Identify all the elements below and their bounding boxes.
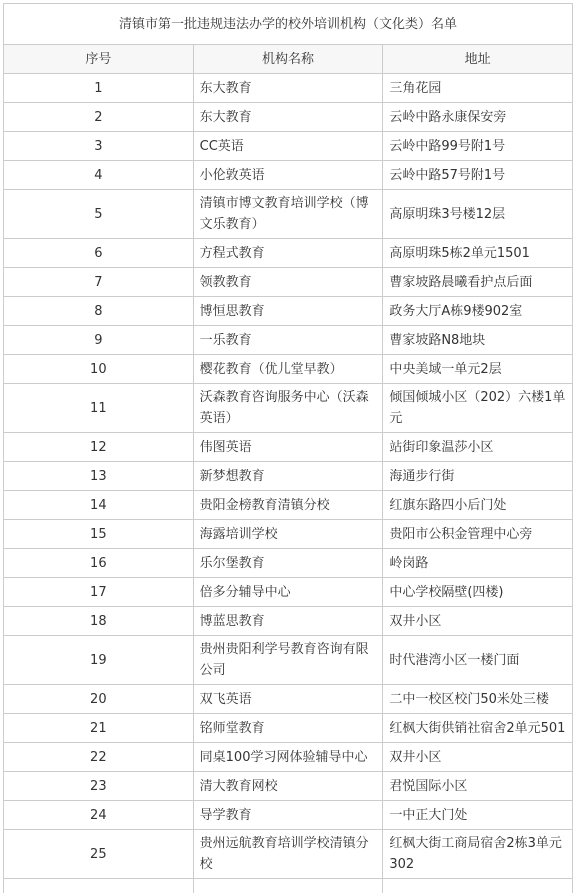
table-row — [4, 190, 573, 239]
table-row — [4, 578, 573, 607]
org-list-sheet — [3, 3, 573, 893]
cell-address: 二中一校区校门50米处三楼 — [383, 685, 573, 714]
cell-address: 红旗东路四小后门处 — [383, 491, 573, 520]
cell-index: 2 — [4, 103, 194, 132]
cell-address: 云岭中路99号附1号 — [383, 132, 573, 161]
table-row — [4, 355, 573, 384]
table-row — [4, 132, 573, 161]
title-row — [4, 4, 573, 45]
cell-address: 海通步行街 — [383, 462, 573, 491]
header-address: 地址 — [383, 45, 573, 74]
cell-address: 红枫大街供销社宿舍2单元501 — [383, 714, 573, 743]
cell-name: 乐尔堡教育 — [193, 549, 383, 578]
table-row — [4, 636, 573, 685]
cell-index: 8 — [4, 297, 194, 326]
cell-index: 13 — [4, 462, 194, 491]
cell-name: 清镇市博文教育培训学校（博文乐教育） — [193, 190, 383, 239]
table-row — [4, 549, 573, 578]
table-row — [4, 161, 573, 190]
table-row — [4, 830, 573, 879]
cell-address: 曹家坡路晨曦看护点后面 — [383, 268, 573, 297]
table-row — [4, 268, 573, 297]
cell-address: 中央美域一单元2层 — [383, 355, 573, 384]
table-row-cut — [4, 879, 573, 893]
empty-cell — [4, 879, 194, 893]
cell-index: 12 — [4, 433, 194, 462]
table-row — [4, 462, 573, 491]
cell-index: 23 — [4, 772, 194, 801]
cell-name: 沃森教育咨询服务中心（沃森英语） — [193, 384, 383, 433]
cell-address: 贵阳市公积金管理中心旁 — [383, 520, 573, 549]
cell-address: 红枫大街工商局宿舍2栋3单元302 — [383, 830, 573, 879]
cell-name: 一乐教育 — [193, 326, 383, 355]
cell-address: 高原明珠3号楼12层 — [383, 190, 573, 239]
cell-index: 16 — [4, 549, 194, 578]
cell-address: 双井小区 — [383, 743, 573, 772]
cell-address: 君悦国际小区 — [383, 772, 573, 801]
table-row — [4, 297, 573, 326]
cell-index: 9 — [4, 326, 194, 355]
table-row — [4, 772, 573, 801]
table-title: 清镇市第一批违规违法办学的校外培训机构（文化类）名单 — [4, 4, 573, 45]
cell-name: 方程式教育 — [193, 239, 383, 268]
table-row — [4, 326, 573, 355]
cell-name: 双飞英语 — [193, 685, 383, 714]
org-list-table — [3, 3, 573, 893]
cell-address: 站街印象温莎小区 — [383, 433, 573, 462]
table-row — [4, 384, 573, 433]
cell-name: 小伦敦英语 — [193, 161, 383, 190]
table-row — [4, 685, 573, 714]
empty-cell — [193, 879, 383, 893]
cell-index: 18 — [4, 607, 194, 636]
cell-name: 倍多分辅导中心 — [193, 578, 383, 607]
cell-name: 东大教育 — [193, 74, 383, 103]
cell-address: 一中正大门处 — [383, 801, 573, 830]
cell-name: 同桌100学习网体验辅导中心 — [193, 743, 383, 772]
cell-index: 20 — [4, 685, 194, 714]
cell-address: 中心学校隔壁(四楼) — [383, 578, 573, 607]
cell-address: 岭岗路 — [383, 549, 573, 578]
cell-name: 海露培训学校 — [193, 520, 383, 549]
cell-address: 曹家坡路N8地块 — [383, 326, 573, 355]
table-row — [4, 239, 573, 268]
cell-index: 1 — [4, 74, 194, 103]
table-row — [4, 520, 573, 549]
table-row — [4, 801, 573, 830]
cell-name: 樱花教育（优儿堂早教） — [193, 355, 383, 384]
cell-address: 云岭中路永康保安旁 — [383, 103, 573, 132]
cell-index: 25 — [4, 830, 194, 879]
cell-index: 6 — [4, 239, 194, 268]
table-row — [4, 714, 573, 743]
cell-index: 21 — [4, 714, 194, 743]
table-row — [4, 74, 573, 103]
cell-index: 4 — [4, 161, 194, 190]
cell-address: 倾国倾城小区（202）六楼1单元 — [383, 384, 573, 433]
cell-address: 三角花园 — [383, 74, 573, 103]
cell-name: 博恒思教育 — [193, 297, 383, 326]
cell-name: 新梦想教育 — [193, 462, 383, 491]
cell-index: 11 — [4, 384, 194, 433]
cell-index: 7 — [4, 268, 194, 297]
cell-address: 高原明珠5栋2单元1501 — [383, 239, 573, 268]
cell-index: 19 — [4, 636, 194, 685]
cell-name: 伟图英语 — [193, 433, 383, 462]
cell-name: 贵阳金榜教育清镇分校 — [193, 491, 383, 520]
table-body — [4, 74, 573, 893]
cell-address: 时代港湾小区一楼门面 — [383, 636, 573, 685]
header-index: 序号 — [4, 45, 194, 74]
cell-name: CC英语 — [193, 132, 383, 161]
header-row — [4, 45, 573, 74]
cell-index: 14 — [4, 491, 194, 520]
cell-index: 24 — [4, 801, 194, 830]
table-row — [4, 103, 573, 132]
cell-index: 15 — [4, 520, 194, 549]
cell-index: 10 — [4, 355, 194, 384]
cell-index: 17 — [4, 578, 194, 607]
cell-name: 领教教育 — [193, 268, 383, 297]
cell-name: 博蓝思教育 — [193, 607, 383, 636]
cell-address: 双井小区 — [383, 607, 573, 636]
header-name: 机构名称 — [193, 45, 383, 74]
cell-address: 政务大厅A栋9楼902室 — [383, 297, 573, 326]
table-row — [4, 607, 573, 636]
cell-name: 导学教育 — [193, 801, 383, 830]
table-row — [4, 491, 573, 520]
cell-index: 5 — [4, 190, 194, 239]
table-row — [4, 743, 573, 772]
cell-name: 贵州远航教育培训学校清镇分校 — [193, 830, 383, 879]
cell-name: 贵州贵阳利学号教育咨询有限公司 — [193, 636, 383, 685]
cell-name: 清大教育网校 — [193, 772, 383, 801]
cell-index: 3 — [4, 132, 194, 161]
cell-address: 云岭中路57号附1号 — [383, 161, 573, 190]
empty-cell — [383, 879, 573, 893]
cell-index: 22 — [4, 743, 194, 772]
cell-name: 铭师堂教育 — [193, 714, 383, 743]
table-row — [4, 433, 573, 462]
cell-name: 东大教育 — [193, 103, 383, 132]
